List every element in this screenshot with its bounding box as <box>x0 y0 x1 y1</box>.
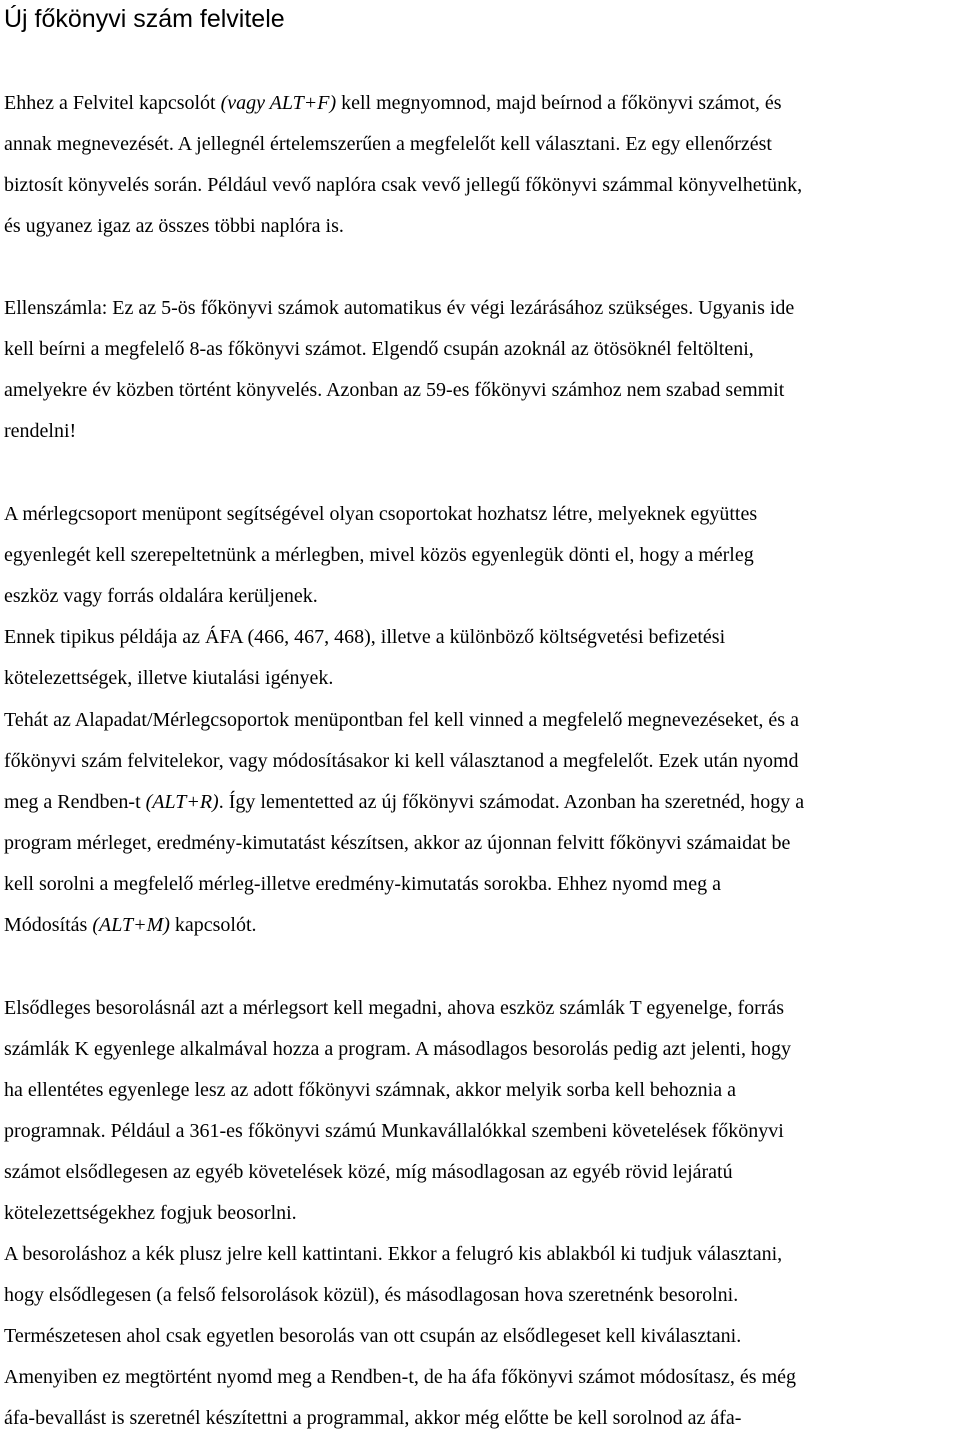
paragraph-line: annak megnevezését. A jellegnél értelemszerűen a megfelelőt kell választani. Ez egy ellenőrzést <box>4 133 772 155</box>
paragraph-line: rendelni! <box>4 420 77 442</box>
text-span: Módosítás <box>4 914 93 936</box>
paragraph-line: program mérleget, eredmény-kimutatást készítsen, akkor az újonnan felvitt főkönyvi számaidat be <box>4 832 791 854</box>
paragraph-line: és ugyanez igaz az összes többi naplóra is. <box>4 215 344 237</box>
paragraph-line: Amenyiben ez megtörtént nyomd meg a Rendben-t, de ha áfa főkönyvi számot módosítasz, és még <box>4 1366 797 1388</box>
paragraph-line: Természetesen ahol csak egyetlen besorolás van ott csupán az elsődlegeset kell kiválasztani. <box>4 1325 742 1347</box>
paragraph-line: egyenlegét kell szerepeltetnünk a mérlegben, mivel közös egyenlegük dönti el, hogy a mérleg <box>4 544 754 566</box>
paragraph-line: A mérlegcsoport menüpont segítségével olyan csoportokat hozhatsz létre, melyeknek együttes <box>4 503 758 525</box>
paragraph-line: számlák K egyenlege alkalmával hozza a program. A másodlagos besorolás pedig azt jelenti, hogy <box>4 1038 791 1060</box>
shortcut-text: (vagy ALT+F) <box>220 92 337 114</box>
paragraph-line: kötelezettségek, illetve kiutalási igények. <box>4 667 334 689</box>
paragraph-line: biztosít könyvelés során. Például vevő naplóra csak vevő jellegű főkönyvi számmal könyvelhetünk, <box>4 174 803 196</box>
shortcut-text: (ALT+M) <box>92 914 170 936</box>
paragraph-line: ha ellentétes egyenlege lesz az adott főkönyvi számnak, akkor melyik sorba kell behoznia a <box>4 1079 736 1101</box>
paragraph-line <box>4 905 257 946</box>
text-span: kell megnyomnod, majd beírnod a főkönyvi számot, és <box>336 92 782 114</box>
text-span: . Így lementetted az új főkönyvi számodat. Azonban ha szeretnéd, hogy a <box>218 791 805 813</box>
text-span: meg a Rendben-t <box>4 791 146 813</box>
paragraph-line: áfa-bevallást is szeretnél készítettni a programmal, akkor még előtte be kell sorolnod az áfa- <box>4 1407 742 1429</box>
paragraph-line: A besoroláshoz a kék plusz jelre kell kattintani. Ekkor a felugró kis ablakból ki tudjuk választani, <box>4 1243 783 1265</box>
paragraph-line: kell sorolni a megfelelő mérleg-illetve eredmény-kimutatás sorokba. Ehhez nyomd meg a <box>4 873 721 895</box>
text-span: kapcsolót. <box>169 914 257 936</box>
shortcut-text: (ALT+R) <box>145 791 219 813</box>
page-title: Új főkönyvi szám felvitele <box>4 5 285 33</box>
paragraph-line: főkönyvi szám felvitelekor, vagy módosításakor ki kell választanod a megfelelőt. Ezek után nyomd <box>4 750 799 772</box>
paragraph-line: Elsődleges besorolásnál azt a mérlegsort kell megadni, ahova eszköz számlák T egyenelge, forrás <box>4 997 785 1019</box>
paragraph-line: kötelezettségekhez fogjuk beosorlni. <box>4 1202 297 1224</box>
paragraph-line: Ellenszámla: Ez az 5-ös főkönyvi számok automatikus év végi lezárásához szükséges. Ugyanis ide <box>4 297 795 319</box>
paragraph-line: programnak. Például a 361-es főkönyvi számú Munkavállalókkal szembeni követelések főkönyvi <box>4 1120 784 1142</box>
paragraph-line: amelyekre év közben történt könyvelés. Azonban az 59-es főkönyvi számhoz nem szabad semmit <box>4 379 785 401</box>
paragraph-line: Ennek tipikus példája az ÁFA (466, 467, 468), illetve a különböző költségvetési befizetési <box>4 626 726 648</box>
paragraph-line: Tehát az Alapadat/Mérlegcsoportok menüpontban fel kell vinned a megfelelő megnevezéseket, és a <box>4 709 799 731</box>
paragraph-line <box>4 83 782 124</box>
paragraph-line <box>4 782 804 823</box>
paragraph-line: eszköz vagy forrás oldalára kerüljenek. <box>4 585 318 607</box>
paragraph-line: hogy elsődlegesen (a felső felsorolások közül), és másodlagosan hova szeretnénk besorolni. <box>4 1284 739 1306</box>
paragraph-line: kell beírni a megfelelő 8-as főkönyvi számot. Elgendő csupán azoknál az ötösöknél feltölteni, <box>4 338 754 360</box>
text-span: Ehhez a Felvitel kapcsolót <box>4 92 221 114</box>
paragraph-line: számot elsődlegesen az egyéb követelések közé, míg másodlagosan az egyéb rövid lejáratú <box>4 1161 733 1183</box>
